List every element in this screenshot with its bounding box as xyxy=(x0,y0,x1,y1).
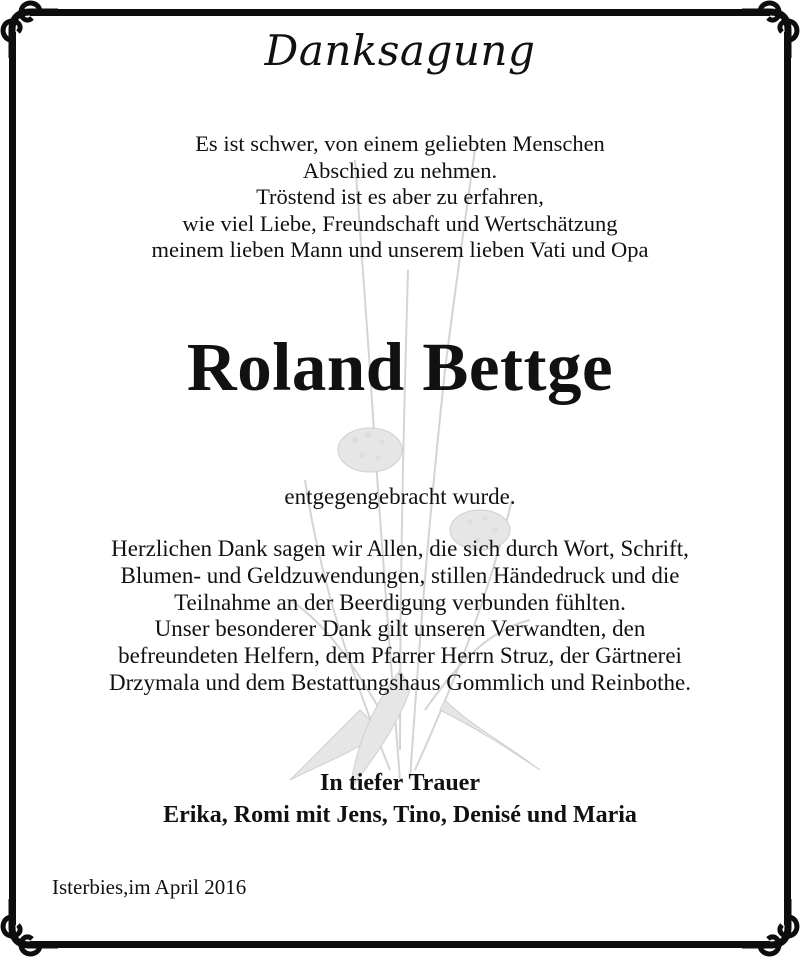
mourning-title: In tiefer Trauer xyxy=(320,770,480,796)
thanks-line: Unser besonderer Dank gilt unseren Verwandten, den xyxy=(154,616,646,642)
mourning-names: Erika, Romi mit Jens, Tino, Denisé und Maria xyxy=(163,802,637,828)
thanks-line: befreundeten Helfern, dem Pfarrer Herrn Struz, der Gärtnerei xyxy=(118,643,682,669)
intro-paragraph xyxy=(0,131,800,264)
thanks-line: Herzlichen Dank sagen wir Allen, die sich durch Wort, Schrift, xyxy=(111,536,689,561)
place-date: Isterbies,im April 2016 xyxy=(52,875,247,899)
deceased-name: Roland Bettge xyxy=(186,329,614,405)
thanks-line: Blumen- und Geldzuwendungen, stillen Händedruck und die xyxy=(120,562,680,588)
notice-heading: Danksagung xyxy=(264,26,536,75)
frame-border-bottom xyxy=(30,941,770,948)
thanks-line: Teilnahme an der Beerdigung verbunden fühlten. xyxy=(174,589,626,615)
corner-ornament-icon xyxy=(0,899,58,957)
received-line: entgegengebracht wurde. xyxy=(284,484,516,509)
intro-line: Es ist schwer, von einem geliebten Menschen xyxy=(195,131,605,156)
mourning-signature xyxy=(0,767,800,831)
thanks-line: Drzymala und dem Bestattungshaus Gommlich und Reinbothe. xyxy=(109,669,691,695)
intro-line: wie viel Liebe, Freundschaft und Wertschätzung xyxy=(182,210,618,236)
intro-line: Abschied zu nehmen. xyxy=(302,157,498,183)
thanks-paragraph xyxy=(0,536,800,697)
corner-ornament-icon xyxy=(742,899,800,957)
intro-line: meinem lieben Mann und unserem lieben Vati und Opa xyxy=(151,237,649,263)
intro-line: Tröstend ist es aber zu erfahren, xyxy=(256,184,544,210)
frame-border-top xyxy=(30,9,770,16)
